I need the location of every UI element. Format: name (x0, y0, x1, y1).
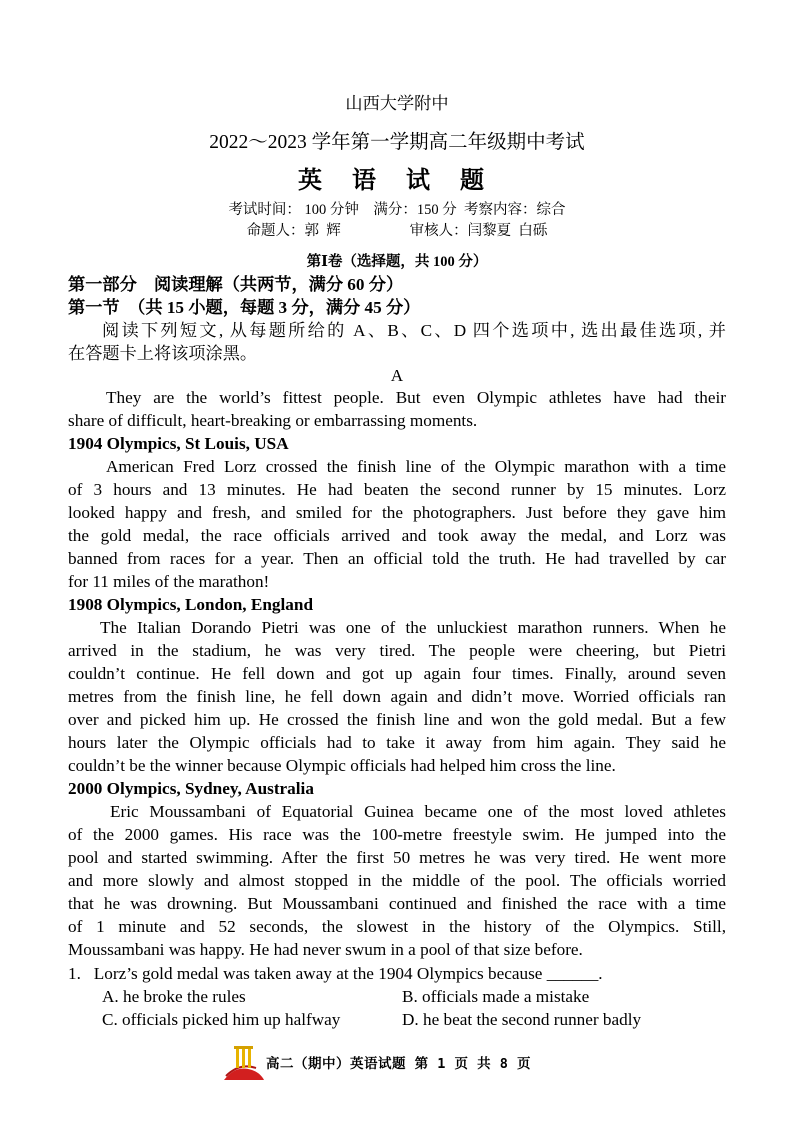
exam-info-line-2: 命题人：郭 辉 审核人：闫黎夏 白砾 (246, 223, 548, 239)
paragraph-line: Moussambani was happy. He had never swum in a pool of that size before. (68, 940, 583, 959)
instruction-line-1: 阅读下列短文, 从每题所给的 A、B、C、D 四个选项中, 选出最佳选项, 并 (102, 321, 726, 340)
section-heading-1908: 1908 Olympics, London, England (68, 595, 313, 614)
question-1-option-a: A. he broke the rules (102, 987, 246, 1006)
question-1-stem: 1. Lorz’s gold medal was taken away at the 1904 Olympics because ______. (68, 964, 603, 983)
paragraph-line: couldn’t be the winner because Olympic officials had helped him cross the line. (68, 756, 616, 775)
section-heading-2000: 2000 Olympics, Sydney, Australia (68, 779, 314, 798)
part-title: 第一部分 阅读理解（共两节，满分 60 分） (68, 275, 404, 294)
exam-title: 2022～2023 学年第一学期高二年级期中考试 (209, 132, 585, 153)
paragraph-line: of the 2000 games. His race was the 100-metre freestyle swim. He jumped into the (68, 825, 726, 844)
paragraph-line: banned from races for a year. Then an official told the truth. He had travelled by car (68, 549, 726, 568)
paragraph-line: for 11 miles of the marathon! (68, 572, 270, 591)
section-title: 第一节 （共 15 小题，每题 3 分，满分 45 分） (68, 298, 421, 317)
paragraph-line: couldn’t continue. He fell down and got up again four times. Finally, around seven (68, 664, 726, 683)
passage-intro: They are the world’s fittest people. But even Olympic athletes have had their (106, 388, 726, 407)
paragraph-line: looked happy and fresh, and smiled for the photographers. Just before they gave him (68, 503, 726, 522)
question-1-option-d: D. he beat the second runner badly (402, 1010, 642, 1029)
exam-info-line-1: 考试时间： 100 分钟 满分：150 分 考察内容：综合 (228, 202, 566, 218)
paragraph-line: metres from the finish line, he fell down again and didn’t move. Worried officials ran (68, 687, 726, 706)
paragraph-line: over and picked him up. He crossed the finish line and won the gold medal. But a few (68, 710, 726, 729)
school-logo-icon (222, 1040, 266, 1084)
question-1-option-c: C. officials picked him up halfway (102, 1010, 341, 1029)
paragraph-line: pool and started swimming. After the first 50 metres he was very tired. He went more (68, 848, 726, 867)
volume-heading: 第Ⅰ卷（选择题，共 100 分） (306, 254, 488, 270)
paragraph-line: hours later the Olympic officials had to take it away from him again. They said he (68, 733, 726, 752)
subject-title: 英 语 试 题 (298, 168, 496, 194)
page-footer (222, 1040, 582, 1084)
passage-intro: share of difficult, heart-breaking or embarrassing moments. (68, 411, 478, 430)
paragraph-line: American Fred Lorz crossed the finish line of the Olympic marathon with a time (106, 457, 726, 476)
school-name: 山西大学附中 (345, 94, 449, 113)
paragraph-line: of 3 hours and 13 minutes. He had beaten the second runner by 15 minutes. Lorz (68, 480, 726, 499)
page-footer-text: 高二（期中）英语试题 第 1 页 共 8 页 (266, 1056, 532, 1072)
paragraph-line: and more slowly and almost stopped in the middle of the pool. The officials worried (68, 871, 726, 890)
paragraph-line: of 1 minute and 52 seconds, the slowest in the history of the Olympics. Still, (68, 917, 726, 936)
question-1-option-b: B. officials made a mistake (402, 987, 590, 1006)
paragraph-line: the gold medal, the race officials arrived and took away the medal, and Lorz was (68, 526, 726, 545)
paragraph-line: that he was drowning. But Moussambani continued and finished the race with a time (68, 894, 726, 913)
passage-label: A (390, 366, 404, 385)
paragraph-line: Eric Moussambani of Equatorial Guinea became one of the most loved athletes (110, 802, 726, 821)
instruction-line-2: 在答题卡上将该项涂黑。 (68, 344, 258, 363)
paragraph-line: The Italian Dorando Pietri was one of the unluckiest marathon runners. When he (100, 618, 726, 637)
section-heading-1904: 1904 Olympics, St Louis, USA (68, 434, 289, 453)
paragraph-line: arrived in the stadium, he was very tired. The people were cheering, but Pietri (68, 641, 726, 660)
